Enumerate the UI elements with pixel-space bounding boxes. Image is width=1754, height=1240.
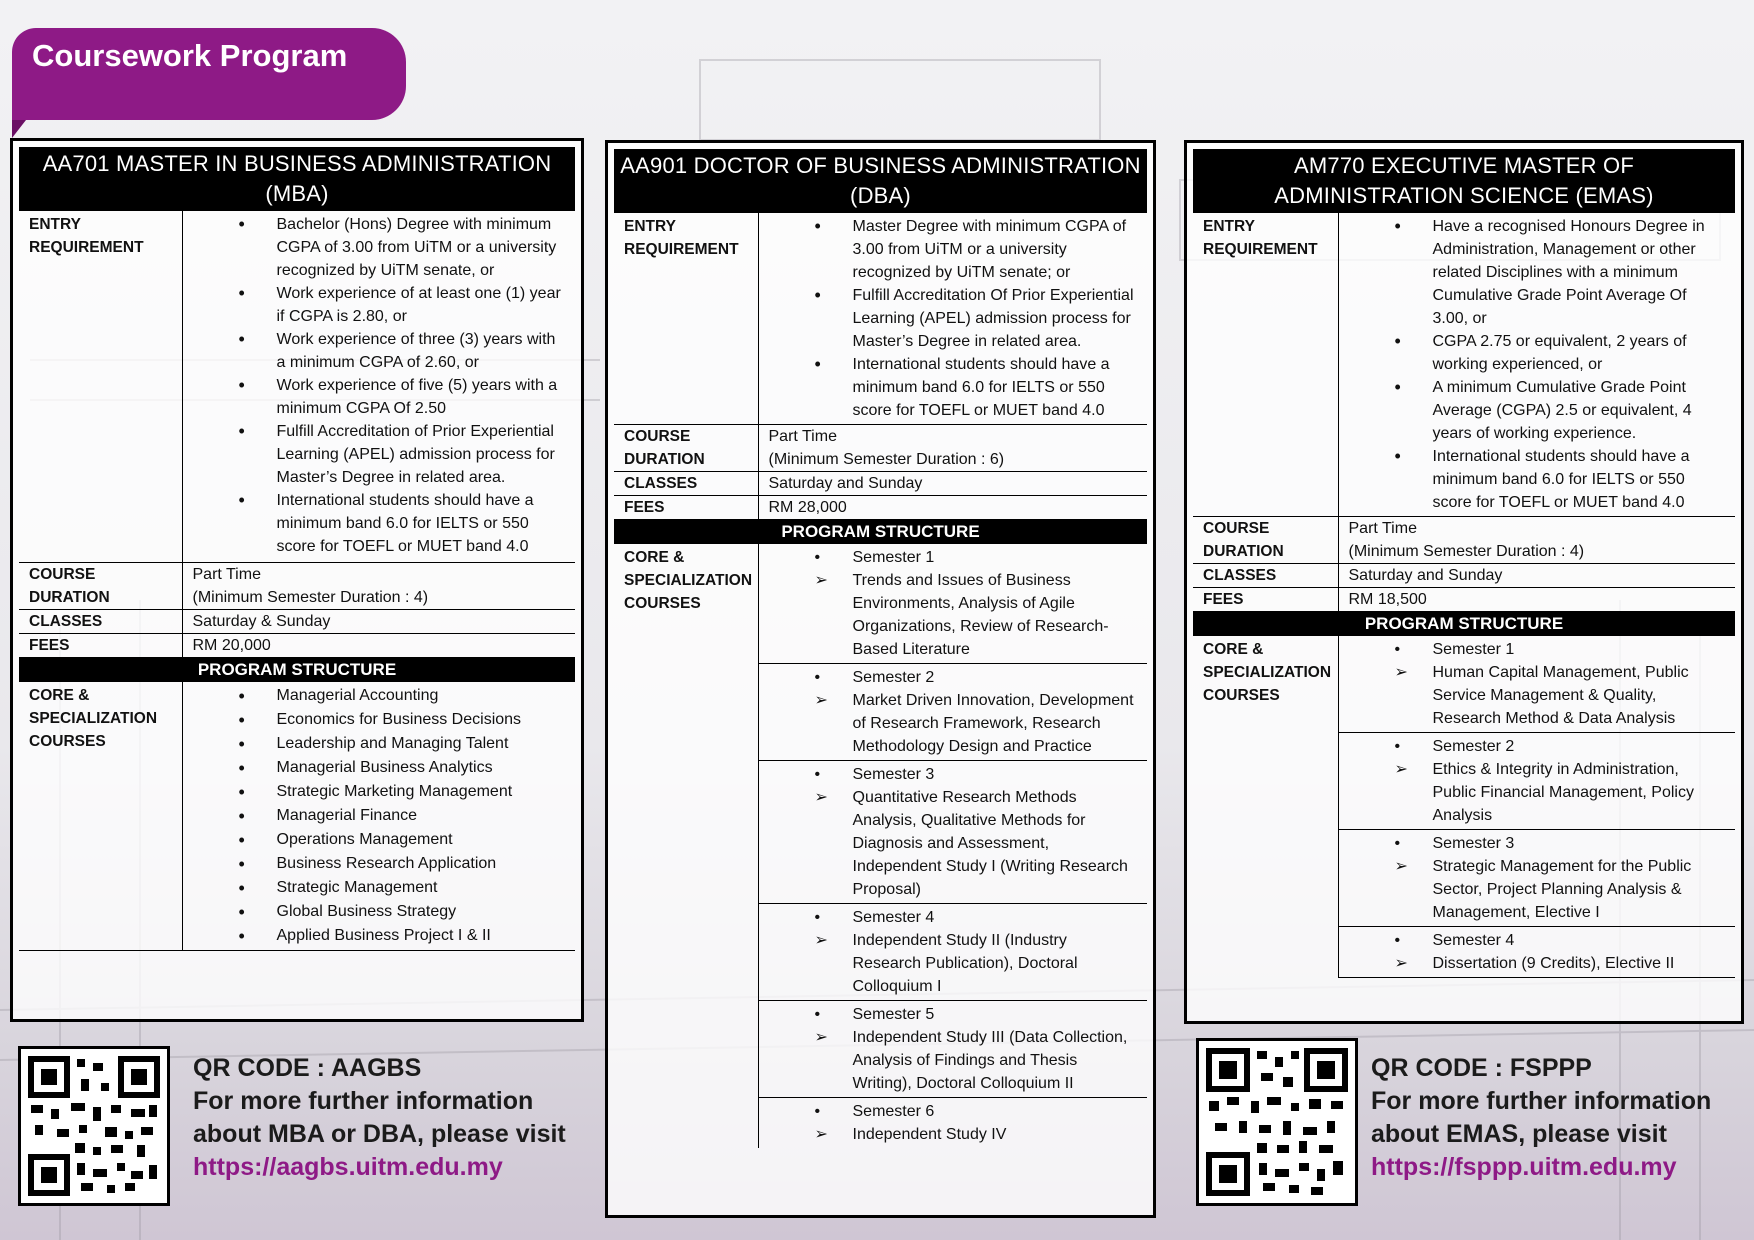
entry-item: • Master Degree with minimum CGPA of 3.00 from UiTM or a university recognized by UiTM senate; or	[769, 215, 1138, 284]
fees-value: RM 18,500	[1338, 588, 1735, 612]
arrow-bullet-icon: ➢	[814, 692, 828, 709]
program-table	[19, 211, 575, 951]
entry-label: ENTRY REQUIREMENT	[1193, 213, 1338, 517]
duration-value: Part Time	[192, 566, 261, 583]
semester-courses: Strategic Management for the Public Sector, Project Planning Analysis & Management, Elective I	[1432, 858, 1692, 921]
course-item: • Strategic Marketing Management	[193, 780, 566, 804]
classes-label: CLASSES	[19, 610, 182, 634]
course-item: • Global Business Strategy	[193, 900, 566, 924]
entry-label: ENTRY REQUIREMENT	[19, 211, 182, 563]
bullet-icon: •	[814, 1103, 821, 1120]
entry-item: • International students should have a minimum band 6.0 for IELTS or 550 score for TOEFL or MUET band 4.0	[769, 353, 1138, 422]
semester-name: Semester 2	[852, 669, 935, 686]
semester-block	[759, 664, 1148, 761]
bullet-icon: •	[814, 669, 821, 686]
semester-name: Semester 1	[852, 549, 935, 566]
semester-courses: Market Driven Innovation, Development of Research Framework, Research Methodology Design and Practice	[852, 692, 1134, 755]
entry-list	[193, 213, 566, 558]
course-item: • Business Research Application	[193, 852, 566, 876]
course-item: • Operations Management	[193, 828, 566, 852]
fees-label: FEES	[614, 496, 758, 520]
semester-name: Semester 4	[852, 909, 935, 926]
course-item: • Strategic Management	[193, 876, 566, 900]
entry-list	[769, 215, 1138, 422]
course-list	[193, 684, 566, 948]
semester-courses: Quantitative Research Methods Analysis, Qualitative Methods for Diagnosis and Assessment, Independent Study I (Writing Research Proposal)	[852, 789, 1128, 898]
page-title-tab	[12, 28, 406, 120]
semester-block	[759, 544, 1148, 664]
program-panel-emas	[1184, 140, 1744, 1024]
qr-code-icon	[21, 1049, 167, 1203]
entry-label: ENTRY REQUIREMENT	[614, 213, 758, 425]
semester-name: Semester 1	[1432, 641, 1515, 658]
classes-value: Saturday and Sunday	[758, 472, 1147, 496]
semester-block	[1339, 830, 1736, 927]
program-table	[614, 213, 1147, 1148]
qr-code-icon	[1199, 1041, 1355, 1203]
classes-value: Saturday & Sunday	[182, 610, 575, 634]
semester-block	[1339, 927, 1736, 978]
semester-name: Semester 6	[852, 1103, 935, 1120]
semester-name: Semester 4	[1432, 932, 1515, 949]
entry-item: • Work experience of three (3) years with a minimum CGPA of 2.60, or	[193, 328, 566, 374]
arrow-bullet-icon: ➢	[1394, 664, 1408, 681]
semester-block	[1339, 733, 1736, 830]
program-title: AA901 DOCTOR OF BUSINESS ADMINISTRATION (DBA)	[614, 149, 1147, 213]
website-link[interactable]: https://fsppp.uitm.edu.my	[1371, 1153, 1677, 1181]
bullet-icon: •	[1394, 932, 1401, 949]
course-item: • Managerial Finance	[193, 804, 566, 828]
entry-item: • Bachelor (Hons) Degree with minimum CGPA of 3.00 from UiTM or a university recognized by UiTM senate, or	[193, 213, 566, 282]
duration-value: Part Time	[768, 428, 837, 445]
semester-courses: Independent Study II (Industry Research Publication), Doctoral Colloquium I	[852, 932, 1078, 995]
qr-info-line: For more further information	[193, 1087, 534, 1115]
qr-info-line: about MBA or DBA, please visit	[193, 1120, 566, 1148]
arrow-bullet-icon: ➢	[1394, 858, 1408, 875]
classes-label: CLASSES	[1193, 564, 1338, 588]
entry-list	[1349, 215, 1726, 514]
semester-courses: Human Capital Management, Public Service Management & Quality, Research Method & Data Analysis	[1432, 664, 1689, 727]
course-item: • Applied Business Project I & II	[193, 924, 566, 948]
duration-label: COURSE DURATION	[1193, 517, 1338, 564]
arrow-bullet-icon: ➢	[814, 1126, 828, 1143]
program-table	[1193, 213, 1735, 978]
semester-courses: Ethics & Integrity in Administration, Public Financial Management, Policy Analysis	[1432, 761, 1694, 824]
semester-block	[759, 1098, 1148, 1148]
entry-item: • Work experience of five (5) years with a minimum CGPA Of 2.50	[193, 374, 566, 420]
bullet-icon: •	[814, 766, 821, 783]
qr-info-fsppp	[1371, 1052, 1711, 1184]
program-structure-header: PROGRAM STRUCTURE	[614, 520, 1147, 545]
bullet-icon: •	[814, 549, 821, 566]
semester-courses: Independent Study IV	[852, 1126, 1007, 1143]
course-item: • Economics for Business Decisions	[193, 708, 566, 732]
qr-code-fsppp[interactable]	[1196, 1038, 1358, 1206]
semester-block	[1339, 636, 1736, 733]
website-link[interactable]: https://aagbs.uitm.edu.my	[193, 1153, 503, 1181]
entry-item: • Fulfill Accreditation of Prior Experiential Learning (APEL) admission process for Master’s Degree in related area.	[193, 420, 566, 489]
program-structure-header: PROGRAM STRUCTURE	[1193, 612, 1735, 637]
course-item: • Managerial Accounting	[193, 684, 566, 708]
program-panel-dba	[605, 140, 1156, 1218]
duration-value: Part Time	[1348, 520, 1417, 537]
semester-courses: Trends and Issues of Business Environments, Analysis of Agile Organizations, Review of Research-Based Literature	[852, 572, 1109, 658]
entry-item: • International students should have a minimum band 6.0 for IELTS or 550 score for TOEFL or MUET band 4.0	[1349, 445, 1726, 514]
courses-label: CORE & SPECIALIZATION COURSES	[1193, 636, 1338, 978]
course-item: • Managerial Business Analytics	[193, 756, 566, 780]
duration-note: (Minimum Semester Duration : 6)	[768, 451, 1005, 468]
qr-info-line: For more further information	[1371, 1087, 1712, 1115]
qr-info-aagbs	[193, 1052, 566, 1184]
qr-code-label: QR CODE : AAGBS	[193, 1054, 422, 1082]
duration-label: COURSE DURATION	[19, 563, 182, 610]
semester-courses: Dissertation (9 Credits), Elective II	[1432, 955, 1675, 972]
entry-item: • Work experience of at least one (1) year if CGPA is 2.80, or	[193, 282, 566, 328]
semester-name: Semester 2	[1432, 738, 1515, 755]
semester-name: Semester 3	[852, 766, 935, 783]
qr-info-line: about EMAS, please visit	[1371, 1120, 1667, 1148]
bullet-icon: •	[1394, 738, 1401, 755]
semester-block	[759, 904, 1148, 1001]
fees-value: RM 20,000	[182, 634, 575, 658]
bullet-icon: •	[814, 1006, 821, 1023]
courses-label: CORE & SPECIALIZATION COURSES	[614, 544, 758, 1148]
bullet-icon: •	[1394, 835, 1401, 852]
bullet-icon: •	[814, 909, 821, 926]
program-panel-mba	[10, 138, 584, 1022]
arrow-bullet-icon: ➢	[1394, 761, 1408, 778]
entry-item: • A minimum Cumulative Grade Point Average (CGPA) 2.5 or equivalent, 4 years of working experience.	[1349, 376, 1726, 445]
semester-courses: Independent Study III (Data Collection, Analysis of Findings and Thesis Writing), Doctoral Colloquium II	[852, 1029, 1128, 1092]
arrow-bullet-icon: ➢	[1394, 955, 1408, 972]
qr-code-aagbs[interactable]	[18, 1046, 170, 1206]
semester-block	[759, 761, 1148, 904]
courses-label: CORE & SPECIALIZATION COURSES	[19, 682, 182, 951]
fees-label: FEES	[19, 634, 182, 658]
fees-label: FEES	[1193, 588, 1338, 612]
arrow-bullet-icon: ➢	[814, 572, 828, 589]
duration-note: (Minimum Semester Duration : 4)	[192, 589, 429, 606]
bullet-icon: •	[1394, 641, 1401, 658]
fees-value: RM 28,000	[758, 496, 1147, 520]
program-structure-header: PROGRAM STRUCTURE	[19, 658, 575, 683]
duration-label: COURSE DURATION	[614, 425, 758, 472]
arrow-bullet-icon: ➢	[814, 789, 828, 806]
semester-name: Semester 5	[852, 1006, 935, 1023]
qr-code-label: QR CODE : FSPPP	[1371, 1054, 1592, 1082]
classes-label: CLASSES	[614, 472, 758, 496]
arrow-bullet-icon: ➢	[814, 1029, 828, 1046]
entry-item: • CGPA 2.75 or equivalent, 2 years of working experienced, or	[1349, 330, 1726, 376]
page-title: Coursework Program	[32, 38, 348, 73]
arrow-bullet-icon: ➢	[814, 932, 828, 949]
entry-item: • International students should have a minimum band 6.0 for IELTS or 550 score for TOEFL or MUET band 4.0	[193, 489, 566, 558]
course-item: • Leadership and Managing Talent	[193, 732, 566, 756]
entry-item: • Have a recognised Honours Degree in Administration, Management or other related Disciplines with a minimum Cumulative Grade Point Average Of 3.00, or	[1349, 215, 1726, 330]
entry-item: • Fulfill Accreditation Of Prior Experiential Learning (APEL) admission process for Master’s Degree in related area.	[769, 284, 1138, 353]
semester-block	[759, 1001, 1148, 1098]
semester-name: Semester 3	[1432, 835, 1515, 852]
duration-note: (Minimum Semester Duration : 4)	[1348, 543, 1585, 560]
program-title: AM770 EXECUTIVE MASTER OF ADMINISTRATION SCIENCE (EMAS)	[1193, 149, 1735, 213]
program-title: AA701 MASTER IN BUSINESS ADMINISTRATION (MBA)	[19, 147, 575, 211]
classes-value: Saturday and Sunday	[1338, 564, 1735, 588]
